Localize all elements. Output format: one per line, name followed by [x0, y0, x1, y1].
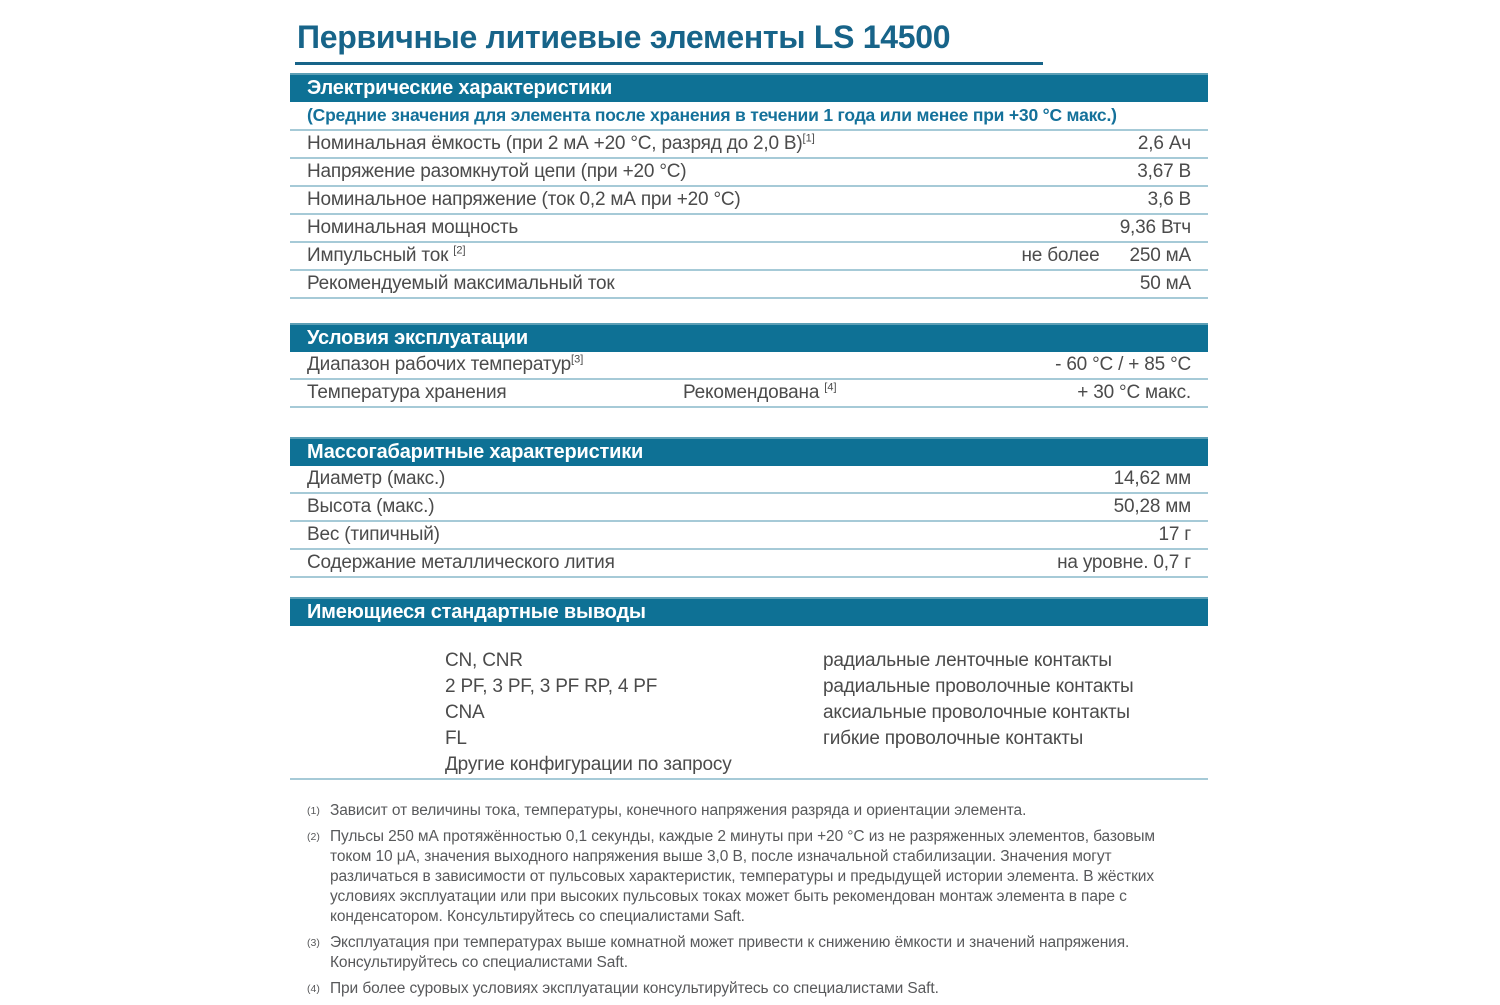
table-row: [290, 131, 1208, 159]
section-operating-conditions: [290, 323, 1208, 408]
row-label: Номинальная мощность: [307, 216, 519, 238]
row-qualifier: Рекомендована [4]: [683, 381, 837, 403]
table-row: [290, 187, 1208, 215]
list-item: [445, 752, 1208, 778]
footnote: [307, 979, 1208, 999]
row-value: 14,62 мм: [1113, 467, 1191, 489]
termination-code: FL: [445, 727, 467, 749]
footnote-marker: (2): [307, 830, 320, 843]
section-terminations: [290, 597, 1208, 780]
table-row: [290, 352, 1208, 380]
row-value: 50,28 мм: [1113, 495, 1191, 517]
termination-desc: аксиальные проволочные контакты: [823, 701, 1130, 723]
footnote-ref: [4]: [824, 381, 837, 394]
row-value: - 60 °C / + 85 °C: [1055, 353, 1191, 375]
table-row: [290, 380, 1208, 408]
section-header-label: Массогабаритные характеристики: [307, 440, 644, 463]
table-row: [290, 159, 1208, 187]
list-item: [445, 700, 1208, 726]
row-value: на уровне. 0,7 г: [1057, 551, 1191, 573]
row-value: 3,6 В: [1147, 188, 1191, 210]
footnotes: [290, 801, 1208, 999]
section-dimensions: [290, 437, 1208, 578]
footnote: [307, 933, 1208, 973]
row-label: Номинальное напряжение (ток 0,2 мА при +20 °C): [307, 188, 741, 210]
table-row: [290, 271, 1208, 299]
row-value: 17 г: [1158, 523, 1191, 545]
footnote-text: Зависит от величины тока, температуры, конечного напряжения разряда и ориентации элемента.: [330, 801, 1027, 819]
row-label: Вес (типичный): [307, 523, 440, 545]
list-item: [445, 726, 1208, 752]
table-row: [290, 243, 1208, 271]
table-row: [290, 215, 1208, 243]
row-label: Диапазон рабочих температур[3]: [307, 353, 584, 375]
termination-desc: радиальные ленточные контакты: [823, 649, 1112, 671]
table-row: [290, 550, 1208, 578]
page-title: Первичные литиевые элементы LS 14500: [295, 18, 1043, 65]
termination-code: CNA: [445, 701, 485, 723]
section-header-label: Имеющиеся стандартные выводы: [307, 600, 646, 623]
datasheet-content: [290, 18, 1208, 1005]
footnote-text: При более суровых условиях эксплуатации консультируйтесь со специалистами Saft.: [330, 979, 939, 997]
list-item: [445, 674, 1208, 700]
footnote-ref: [2]: [453, 244, 466, 257]
row-qualifier: не более: [1021, 244, 1100, 266]
footnote-ref: [1]: [802, 132, 815, 145]
list-item: [445, 648, 1208, 674]
row-label: Высота (макс.): [307, 495, 435, 517]
section-subtitle-label: (Средние значения для элемента после хранения в течении 1 года или менее при +30 °C макс.): [307, 104, 1117, 125]
footnote: [307, 827, 1208, 927]
row-value: 9,36 Втч: [1119, 216, 1191, 238]
section-header-label: Электрические характеристики: [307, 76, 613, 99]
section-header-operating: [290, 323, 1208, 352]
footnote-marker: (3): [307, 936, 320, 949]
row-value: 3,67 В: [1137, 160, 1191, 182]
terminations-list: [290, 626, 1208, 780]
row-value: 2,6 Ач: [1137, 132, 1191, 154]
table-row: [290, 494, 1208, 522]
footnote-ref: [3]: [571, 353, 584, 366]
section-header-label: Условия эксплуатации: [307, 326, 529, 349]
table-row: [290, 522, 1208, 550]
row-label: Диаметр (макс.): [307, 467, 446, 489]
row-label: Температура хранения: [307, 381, 507, 403]
row-label: Напряжение разомкнутой цепи (при +20 °C): [307, 160, 687, 182]
termination-desc: [823, 752, 1208, 778]
footnote-text: Эксплуатация при температурах выше комнатной может привести к снижению ёмкости и значений напряжения. Консультируйтесь со специалистами Saft.: [330, 933, 1130, 971]
section-subtitle: [290, 102, 1208, 131]
footnote-text: Пульсы 250 мА протяжённостью 0,1 секунды, каждые 2 минуты при +20 °C из не разряженных элементов, базовым током 10 μА, значения выходного напряжения выше 3,0 В, после изначальной стабилизации. Значения могут различаться в зависимости от пульсовых характеристик, температуры и предыдущей истории элемента. В жёстких условиях эксплуатации или при высоких пульсовых токах может быть рекомендован монтаж элемента в паре с конденсатором. Консультируйтесь со специалистами Saft.: [330, 827, 1155, 925]
row-label: Номинальная ёмкость (при 2 мА +20 °C, разряд до 2,0 В)[1]: [307, 132, 815, 154]
termination-code: CN, CNR: [445, 649, 523, 671]
row-value: + 30 °C макс.: [1077, 381, 1191, 403]
row-label: Рекомендуемый максимальный ток: [307, 272, 615, 294]
termination-desc: гибкие проволочные контакты: [823, 727, 1084, 749]
row-label: Содержание металлического лития: [307, 551, 615, 573]
footnote-marker: (1): [307, 804, 320, 817]
row-value: 250 мА: [1129, 244, 1191, 266]
table-row: [290, 466, 1208, 494]
footnote-marker: (4): [307, 982, 320, 995]
section-header-terminations: [290, 597, 1208, 626]
row-label: Импульсный ток [2]: [307, 244, 466, 266]
section-header-electrical: [290, 73, 1208, 102]
row-value: 50 мА: [1139, 272, 1191, 294]
section-header-dimensions: [290, 437, 1208, 466]
termination-desc: радиальные проволочные контакты: [823, 675, 1134, 697]
termination-code: 2 PF, 3 PF, 3 PF RP, 4 PF: [445, 675, 658, 697]
footnote: [307, 801, 1208, 821]
termination-code: Другие конфигурации по запросу: [445, 753, 732, 775]
section-electrical: [290, 73, 1208, 299]
